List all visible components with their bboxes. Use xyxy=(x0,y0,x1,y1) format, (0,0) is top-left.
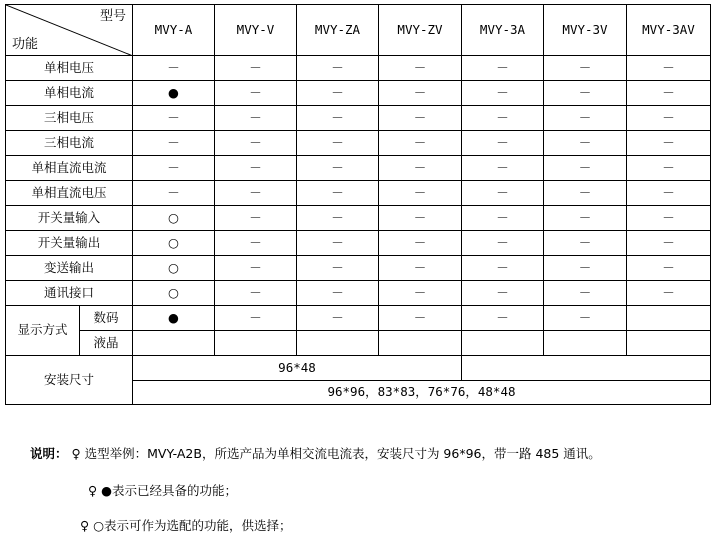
install-size-all: 96*96，83*83，76*76，48*48 xyxy=(133,381,711,405)
function-cell: ○ xyxy=(133,281,215,306)
function-label: 单相电流 xyxy=(6,81,133,106)
model-header: MVY-V xyxy=(215,5,297,56)
function-row xyxy=(6,56,711,81)
function-cell: － xyxy=(297,256,379,281)
function-cell: － xyxy=(297,56,379,81)
function-label: 通讯接口 xyxy=(6,281,133,306)
function-cell: － xyxy=(297,206,379,231)
display-digital-label: 数码 xyxy=(80,306,133,331)
function-cell: － xyxy=(544,156,627,181)
function-cell: － xyxy=(133,156,215,181)
function-label: 单相电压 xyxy=(6,56,133,81)
function-cell: － xyxy=(544,231,627,256)
function-cell xyxy=(133,331,215,356)
model-header: MVY-3AV xyxy=(627,5,711,56)
function-cell: － xyxy=(215,281,297,306)
install-size-label: 安装尺寸 xyxy=(6,356,133,405)
function-label: 开关量输出 xyxy=(6,231,133,256)
corner-function-label: 功能 xyxy=(12,37,39,52)
function-row xyxy=(6,231,711,256)
function-cell: － xyxy=(379,181,462,206)
function-cell: － xyxy=(215,156,297,181)
function-cell: ○ xyxy=(133,256,215,281)
function-cell xyxy=(544,331,627,356)
function-label: 单相直流电流 xyxy=(6,156,133,181)
function-cell: － xyxy=(297,306,379,331)
function-cell: － xyxy=(544,181,627,206)
display-mode-label: 显示方式 xyxy=(6,306,80,356)
function-cell: － xyxy=(544,281,627,306)
note-line-3 xyxy=(80,516,292,534)
function-cell: － xyxy=(215,181,297,206)
display-digital-row xyxy=(6,306,711,331)
function-cell: － xyxy=(379,281,462,306)
function-cell: － xyxy=(379,106,462,131)
note-bullet: ♀ xyxy=(88,483,98,498)
function-label: 开关量输入 xyxy=(6,206,133,231)
function-cell: － xyxy=(462,206,544,231)
function-cell: － xyxy=(215,81,297,106)
function-cell: － xyxy=(627,256,711,281)
function-cell: － xyxy=(627,81,711,106)
function-cell: － xyxy=(379,231,462,256)
function-cell: － xyxy=(462,156,544,181)
function-cell: － xyxy=(297,131,379,156)
function-cell: － xyxy=(215,231,297,256)
function-cell: ● xyxy=(133,306,215,331)
corner-cell xyxy=(6,5,133,56)
note-filled-dot-text: ●表示已经具备的功能； xyxy=(101,483,238,498)
function-cell: － xyxy=(215,131,297,156)
function-cell: － xyxy=(215,106,297,131)
function-cell: － xyxy=(544,131,627,156)
install-size-empty xyxy=(462,356,711,381)
function-cell: － xyxy=(297,106,379,131)
function-cell: － xyxy=(297,156,379,181)
function-cell: － xyxy=(627,231,711,256)
function-label: 三相电流 xyxy=(6,131,133,156)
function-cell xyxy=(297,331,379,356)
header-row xyxy=(6,5,711,56)
function-cell: － xyxy=(627,281,711,306)
function-cell: － xyxy=(544,106,627,131)
function-cell: － xyxy=(297,281,379,306)
spec-table xyxy=(5,4,711,405)
function-cell: － xyxy=(462,106,544,131)
function-cell: ○ xyxy=(133,206,215,231)
function-cell: － xyxy=(379,206,462,231)
function-cell: － xyxy=(379,131,462,156)
function-cell: － xyxy=(133,56,215,81)
corner-model-label: 型号 xyxy=(99,9,126,24)
function-cell: － xyxy=(544,56,627,81)
note-line-1 xyxy=(30,444,601,462)
function-cell xyxy=(379,331,462,356)
function-cell: － xyxy=(297,231,379,256)
function-cell: － xyxy=(462,231,544,256)
function-cell xyxy=(627,331,711,356)
note-example-text: 选型举例：MVY-A2B，所选产品为单相交流电流表，安装尺寸为 96*96，带一路 485 通讯。 xyxy=(84,446,601,461)
function-cell: － xyxy=(462,81,544,106)
function-label: 变送输出 xyxy=(6,256,133,281)
function-cell: － xyxy=(544,256,627,281)
function-cell: － xyxy=(133,181,215,206)
model-header: MVY-A xyxy=(133,5,215,56)
model-header: MVY-3V xyxy=(544,5,627,56)
function-cell: － xyxy=(215,256,297,281)
install-size-row xyxy=(6,356,711,381)
function-cell: － xyxy=(379,156,462,181)
function-row xyxy=(6,106,711,131)
model-header: MVY-ZV xyxy=(379,5,462,56)
function-cell: － xyxy=(544,306,627,331)
function-cell: － xyxy=(544,81,627,106)
function-cell: － xyxy=(627,181,711,206)
function-cell: － xyxy=(133,106,215,131)
function-cell: － xyxy=(462,281,544,306)
function-row xyxy=(6,281,711,306)
function-cell: － xyxy=(627,106,711,131)
function-row xyxy=(6,131,711,156)
function-cell: － xyxy=(462,306,544,331)
function-cell: － xyxy=(379,306,462,331)
note-bullet: ♀ xyxy=(80,518,90,533)
function-row xyxy=(6,256,711,281)
function-cell: － xyxy=(297,81,379,106)
function-cell: － xyxy=(627,206,711,231)
function-cell: － xyxy=(379,256,462,281)
function-cell: － xyxy=(544,206,627,231)
function-cell: － xyxy=(627,156,711,181)
function-cell: － xyxy=(462,181,544,206)
function-label: 单相直流电压 xyxy=(6,181,133,206)
function-cell: － xyxy=(627,56,711,81)
function-cell: － xyxy=(462,256,544,281)
function-cell xyxy=(215,331,297,356)
function-cell: － xyxy=(297,181,379,206)
function-cell xyxy=(627,306,711,331)
function-cell: － xyxy=(379,56,462,81)
note-bullet: ♀ xyxy=(71,446,81,461)
function-row xyxy=(6,206,711,231)
function-cell: － xyxy=(462,131,544,156)
function-cell: － xyxy=(133,131,215,156)
function-row xyxy=(6,81,711,106)
function-cell: ○ xyxy=(133,231,215,256)
display-lcd-row xyxy=(6,331,711,356)
function-cell: － xyxy=(627,131,711,156)
function-cell: － xyxy=(379,81,462,106)
function-cell xyxy=(462,331,544,356)
note-line-2 xyxy=(88,481,237,499)
function-label: 三相电压 xyxy=(6,106,133,131)
model-header: MVY-3A xyxy=(462,5,544,56)
note-hollow-dot-text: ○表示可作为选配的功能，供选择； xyxy=(93,518,292,533)
function-cell: ● xyxy=(133,81,215,106)
model-header: MVY-ZA xyxy=(297,5,379,56)
note-label: 说明： xyxy=(30,446,68,461)
function-cell: － xyxy=(215,306,297,331)
function-row xyxy=(6,181,711,206)
function-cell: － xyxy=(215,56,297,81)
function-cell: － xyxy=(215,206,297,231)
function-row xyxy=(6,156,711,181)
install-size-small: 96*48 xyxy=(133,356,462,381)
function-cell: － xyxy=(462,56,544,81)
display-lcd-label: 液晶 xyxy=(80,331,133,356)
